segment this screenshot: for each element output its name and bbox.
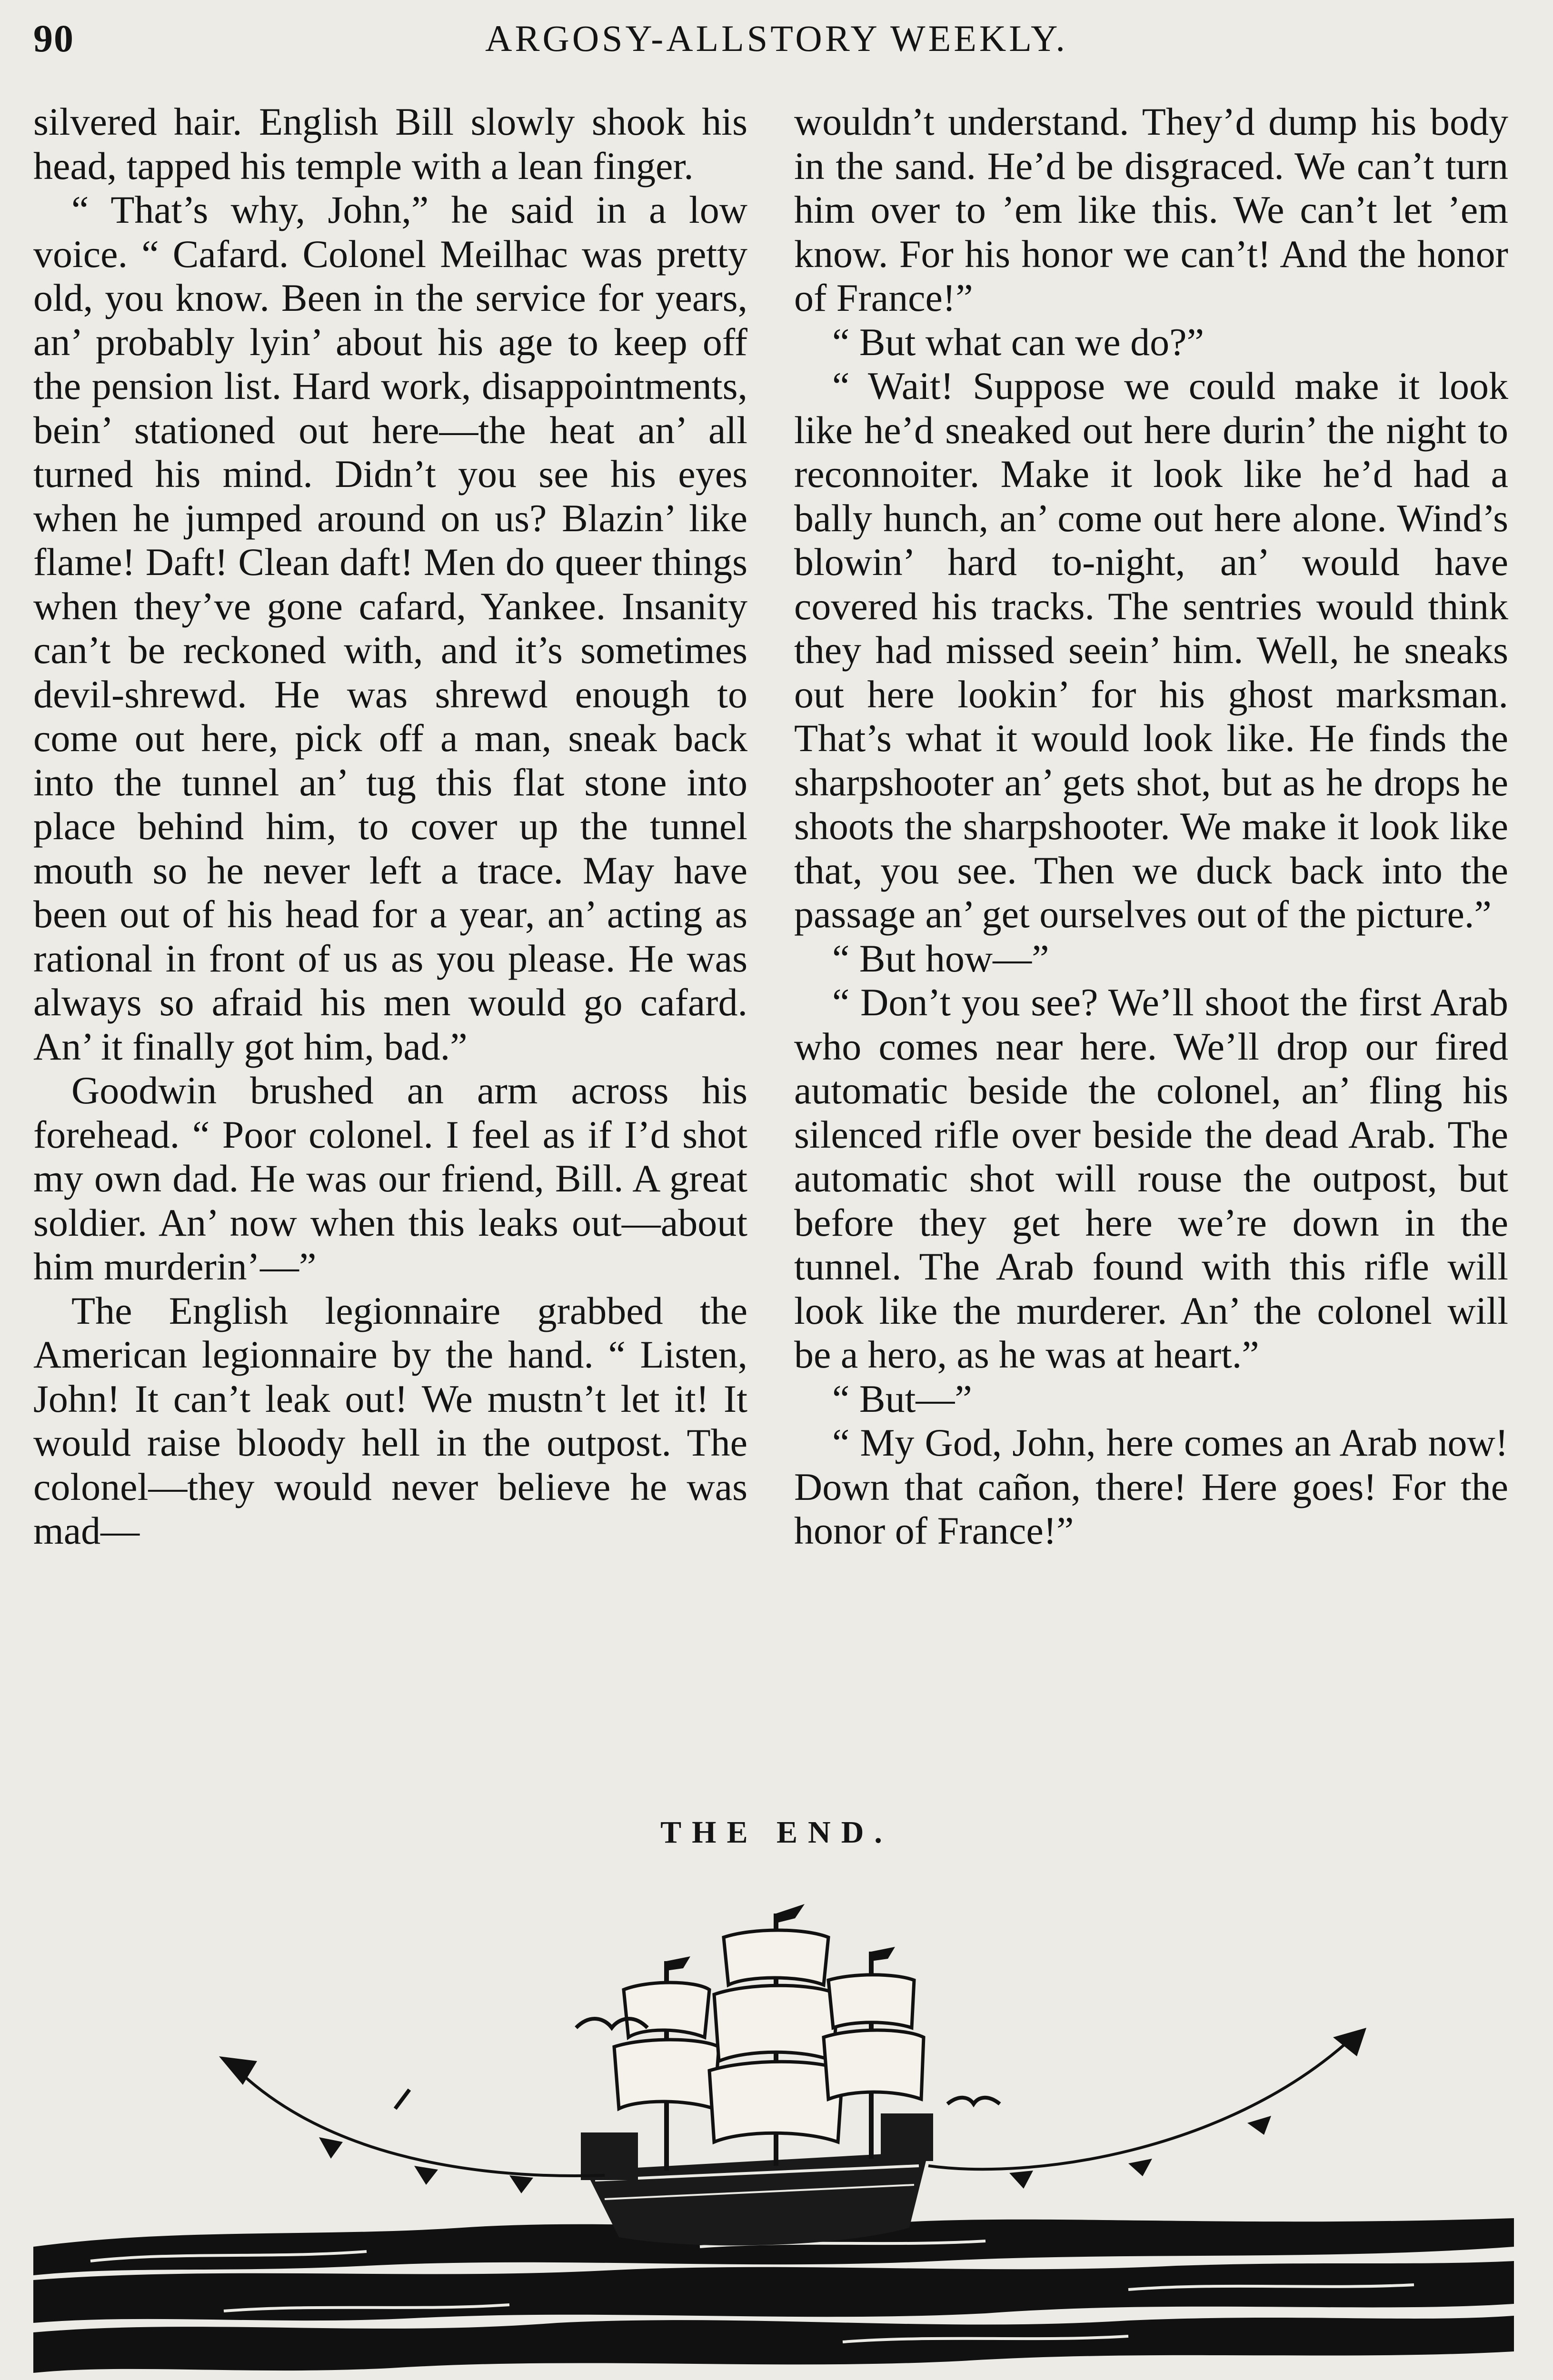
paragraph: “ That’s why, John,” he said in a low voice. “ Cafard. Colonel Meilhac was pretty old, you know. Been in the service for years, an’ probably lyin’ about his age to keep off the pension list. Hard work, disappointments, bein’ stationed out here—the heat an’ all turned his mind. Didn’t you see his eyes when he jumped around on us? Blazin’ like flame! Daft! Clean daft! Men do queer things when they’ve gone cafard, Yankee. Insanity can’t be reckoned with, and it’s sometimes devil-shrewd. He was shrewd enough to come out here, pick off a man, sneak back into the tunnel an’ tug this flat stone into place behind him, to cover up the tunnel mouth so he never left a trace. May have been out of his head for a year, an’ acting as rational in front of us as you please. He was always so afraid his men would go cafard. An’ it finally got him, bad.” [33,188,747,1068]
paragraph: “ But how—” [832,936,1049,980]
page-number: 90 [33,17,74,60]
text-columns [33,100,1515,1814]
paragraph: “ My God, John, here comes an Arab now! Down that cañon, there! Here goes! For the honor of France!” [794,1421,1508,1552]
right-column [794,100,1508,1814]
ship-illustration [33,1885,1514,2380]
the-end-marker: THE END. [660,1815,893,1850]
paragraph: “ But—” [832,1377,972,1420]
paragraph: “ But what can we do?” [832,320,1204,364]
paragraph: The English legionnaire grabbed the American legionnaire by the hand. “ Listen, John! It can’t leak out! We mustn’t let it! It would raise bloody hell in the outpost. The colonel—they would never believe he was mad— [33,1289,747,1552]
paragraph: “ Wait! Suppose we could make it look like he’d sneaked out here durin’ the night to reconnoiter. Make it look like he’d had a bally hunch, an’ come out here alone. Wind’s blowin’ hard to-night, an’ would have covered his tracks. The sentries would think they had missed seein’ him. Well, he sneaks out here lookin’ for his ghost marksman. That’s what it would look like. He finds the sharpshooter an’ gets shot, but as he drops he shoots the sharpshooter. We make it look like that, you see. Then we duck back into the passage an’ get ourselves out of the picture.” [794,364,1508,936]
page-header [33,14,1520,71]
running-head: ARGOSY-ALLSTORY WEEKLY. [485,18,1068,59]
left-column [33,100,747,1814]
paragraph: Goodwin brushed an arm across his forehead. “ Poor colonel. I feel as if I’d shot my own dad. He was our friend, Bill. A great soldier. An’ now when this leaks out—about him murderin’—” [33,1069,747,1288]
paragraph: silvered hair. English Bill slowly shook his head, tapped his temple with a lean finger. [33,100,747,188]
paragraph: “ Don’t you see? We’ll shoot the first Arab who comes near here. We’ll drop our fired automatic beside the colonel, an’ fling his silenced rifle over beside the dead Arab. The automatic shot will rouse the outpost, but before they get here we’re down in the tunnel. The Arab found with this rifle will look like the murderer. An’ the colonel will be a hero, as he was at heart.” [794,981,1508,1376]
paragraph: wouldn’t understand. They’d dump his body in the sand. He’d be disgraced. We can’t turn him over to ’em like this. We can’t let ’em know. For his honor we can’t! And the honor of France!” [794,100,1508,319]
ship-sails [614,1930,924,2142]
